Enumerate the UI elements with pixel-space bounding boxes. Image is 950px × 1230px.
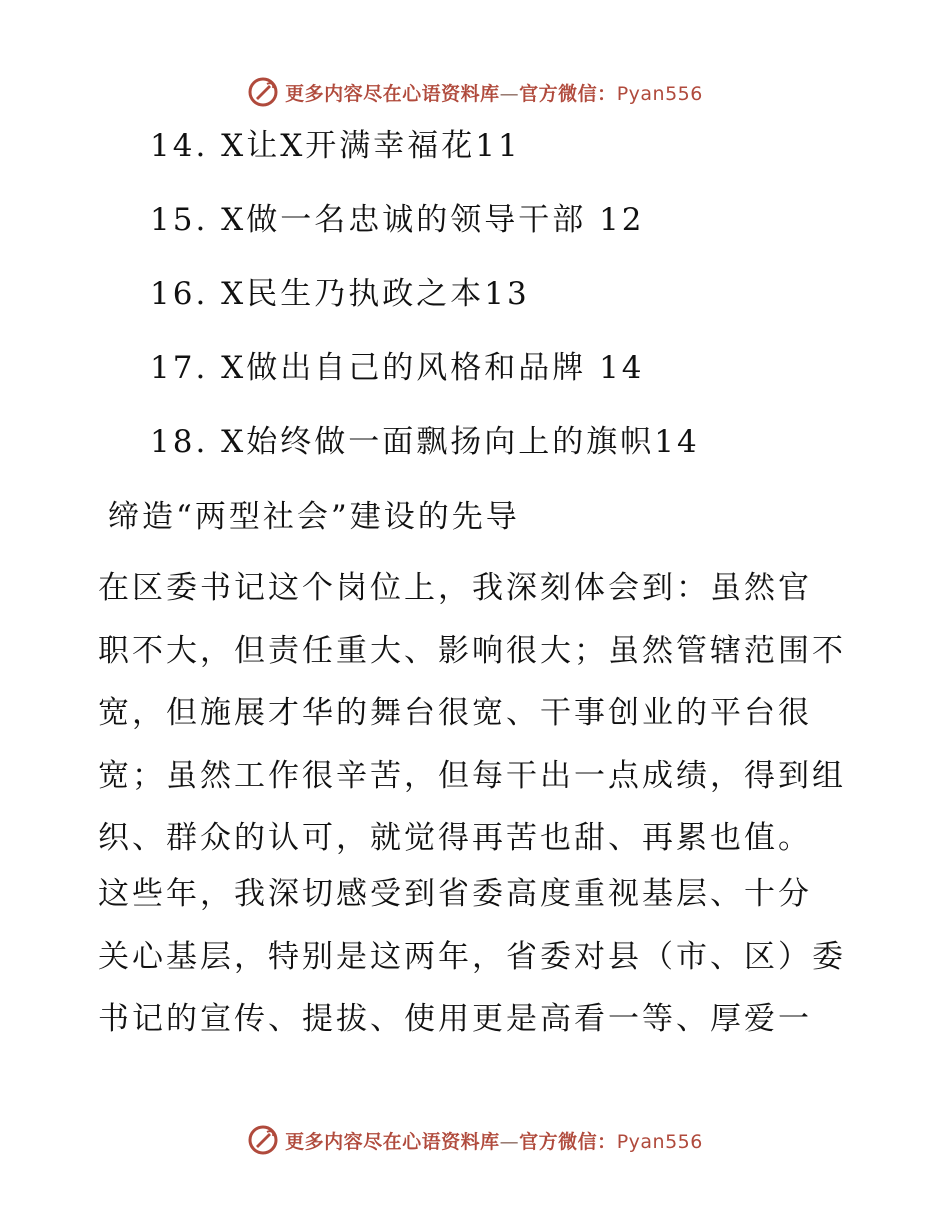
watermark-library-name: 更多内容尽在心语资料库 [285, 1130, 500, 1153]
quill-seal-icon [247, 76, 279, 108]
toc-item: 18. X始终做一面飘扬向上的旗帜14 [150, 424, 700, 460]
paragraph-line: 在区委书记这个岗位上，我深刻体会到：虽然官 [98, 570, 812, 606]
paragraph-line: 职不大，但责任重大、影响很大；虽然管辖范围不 [98, 632, 846, 669]
quill-seal-icon [247, 1124, 279, 1156]
watermark-wechat-label: 官方微信： [519, 82, 617, 105]
watermark-separator: — [499, 82, 520, 105]
paragraph-line: 这些年，我深切感受到省委高度重视基层、十分 [98, 876, 812, 912]
watermark-wechat-id: Pyan556 [616, 1130, 703, 1153]
watermark-wechat-id: Pyan556 [616, 82, 703, 105]
toc-item: 17. X做出自己的风格和品牌 14 [150, 350, 645, 386]
paragraph-line: 关心基层，特别是这两年，省委对县（市、区）委 [98, 938, 846, 975]
paragraph-line: 书记的宣传、提拔、使用更是高看一等、厚爱一 [98, 1001, 812, 1037]
watermark-text [285, 79, 703, 106]
watermark-separator: — [499, 1130, 520, 1153]
toc-item: 15. X做一名忠诚的领导干部 12 [150, 202, 645, 238]
table-of-contents [150, 118, 910, 488]
paragraph-line: 宽；虽然工作很辛苦，但每干出一点成绩，得到组 [98, 757, 846, 794]
section-heading: 缔造“两型社会”建设的先导 [108, 499, 520, 535]
body-paragraph [98, 557, 858, 870]
watermark-wechat-label: 官方微信： [519, 1130, 617, 1153]
watermark-text [285, 1127, 703, 1154]
paragraph-line: 宽，但施展才华的舞台很宽、干事创业的平台很 [98, 695, 812, 731]
header-watermark [0, 72, 950, 112]
paragraph-line: 织、群众的认可，就觉得再苦也甜、再累也值。 [98, 820, 812, 856]
watermark-library-name: 更多内容尽在心语资料库 [285, 82, 500, 105]
footer-watermark [0, 1120, 950, 1160]
toc-item: 16. X民生乃执政之本13 [150, 276, 530, 312]
body-paragraph [98, 863, 858, 1051]
toc-item: 14. X让X开满幸福花11 [150, 128, 521, 164]
